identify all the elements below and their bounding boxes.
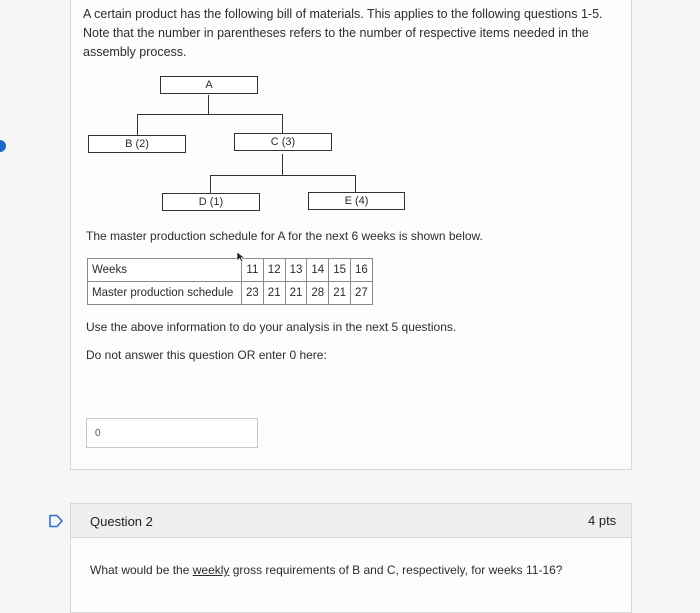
mps-intro-text: The master production schedule for A for the next 6 weeks is shown below. — [86, 229, 483, 243]
mps-cell: 27 — [350, 282, 372, 305]
mps-label: Master production schedule — [88, 282, 242, 305]
bom-node-a: A — [160, 76, 258, 94]
question-2-text-emphasis: weekly — [192, 563, 230, 577]
mps-cell: 28 — [307, 282, 329, 305]
question-2-points: 4 pts — [588, 513, 617, 528]
weeks-row — [88, 259, 373, 282]
connector-c-down — [282, 154, 283, 176]
question-1-intro: A certain product has the following bill of materials. This applies to the following questions 1-5. Note that the number in parentheses refers to the number of respective items needed in the assembly process. — [83, 7, 603, 59]
week-cell: 12 — [263, 259, 285, 282]
question-2-title: Question 2 — [90, 514, 153, 529]
mps-cell: 21 — [329, 282, 351, 305]
question-2-text-end: gross requirements of B and C, respectively, for weeks 11-16? — [229, 563, 563, 577]
mps-cell: 21 — [285, 282, 307, 305]
connector-to-b — [137, 114, 138, 135]
connector-to-d — [210, 175, 211, 194]
mps-row — [88, 282, 373, 305]
bom-node-c: C (3) — [234, 133, 332, 151]
weeks-label: Weeks — [88, 259, 242, 282]
week-cell: 14 — [307, 259, 329, 282]
question-marker-dot — [0, 140, 6, 152]
bom-node-d: D (1) — [162, 193, 260, 211]
connector-level1-bar — [137, 114, 283, 115]
bom-node-b: B (2) — [88, 135, 186, 153]
mps-table — [87, 258, 373, 305]
week-cell: 11 — [242, 259, 264, 282]
week-cell: 13 — [285, 259, 307, 282]
connector-level2-bar — [210, 175, 356, 176]
week-cell: 16 — [350, 259, 372, 282]
mps-cell: 21 — [263, 282, 285, 305]
instruction-text: Use the above information to do your analysis in the next 5 questions. — [86, 320, 457, 334]
answer-input[interactable]: 0 — [86, 418, 258, 448]
mps-cell: 23 — [242, 282, 264, 305]
connector-a-down — [208, 95, 209, 115]
bom-node-e: E (4) — [308, 192, 405, 210]
mouse-cursor-icon — [236, 251, 245, 263]
question-2-text — [90, 563, 562, 577]
week-cell: 15 — [329, 259, 351, 282]
answer-prompt: Do not answer this question OR enter 0 here: — [86, 348, 327, 362]
question-2-text-start: What would be the — [90, 563, 193, 577]
connector-to-c — [282, 114, 283, 133]
question-2-header — [70, 503, 632, 538]
connector-to-e — [355, 175, 356, 193]
flag-question-icon[interactable] — [48, 514, 64, 528]
